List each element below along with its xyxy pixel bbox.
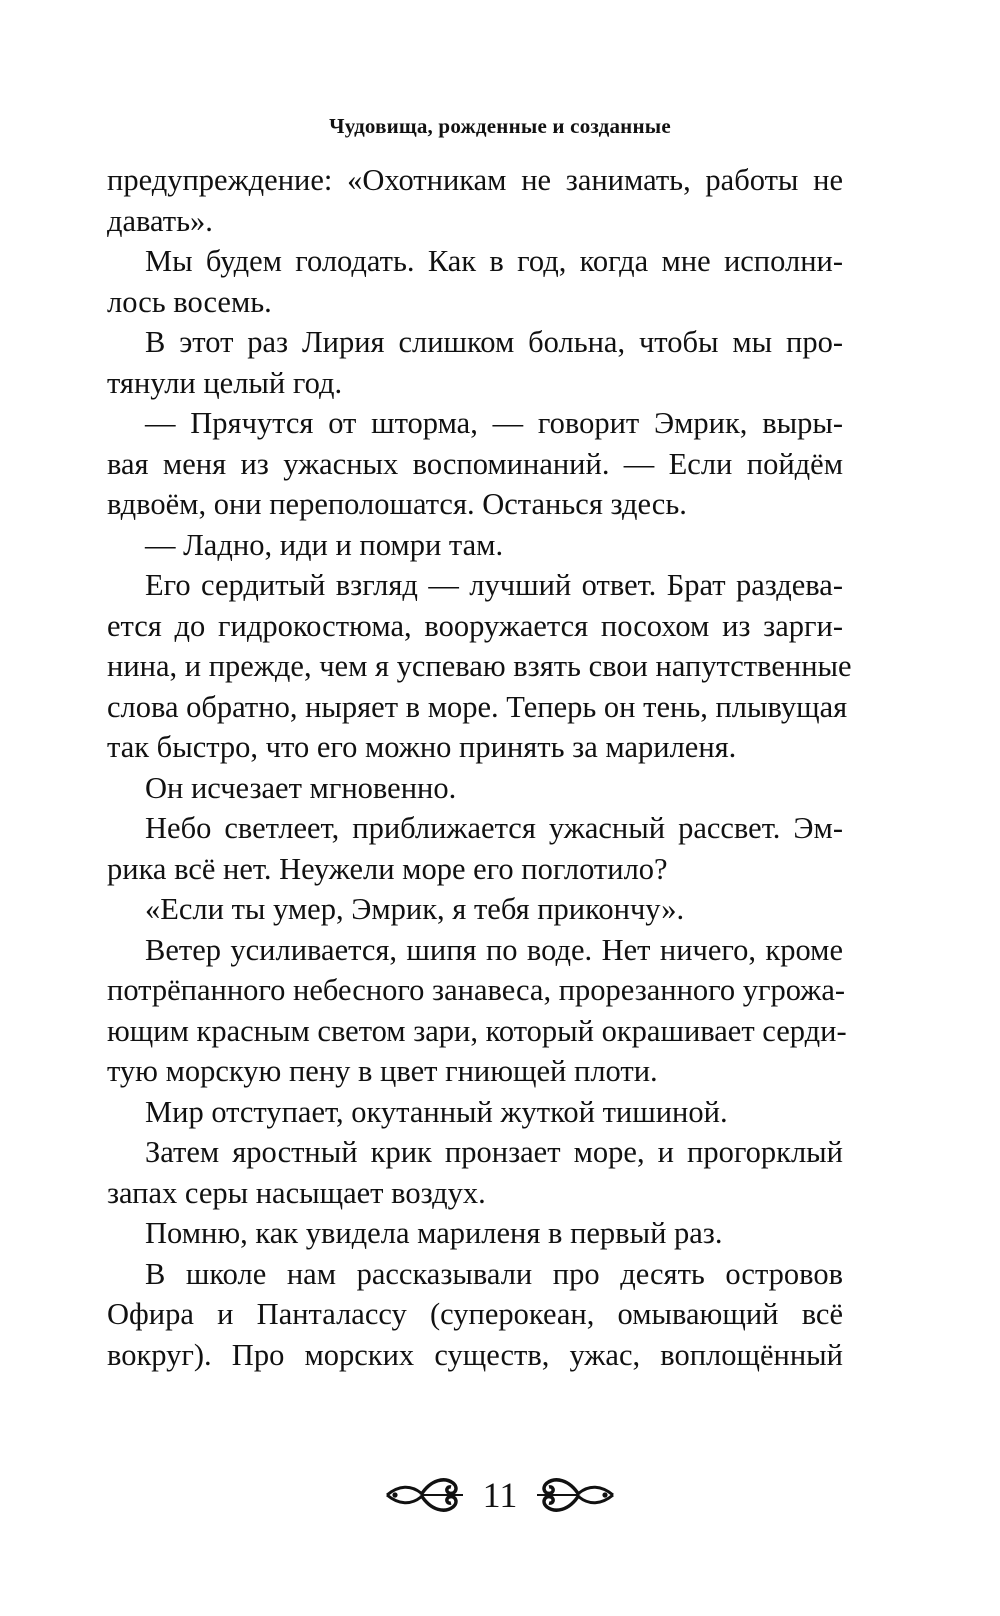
text-line: запах серы насыщает воздух. <box>107 1175 486 1210</box>
text-line: Небо светлеет, приближается ужасный рассвет. Эм- <box>145 811 843 845</box>
text-line: — Прячутся от шторма, — говорит Эмрик, выры- <box>145 406 843 440</box>
text-line: В этот раз Лирия слишком больна, чтобы мы про- <box>145 325 843 359</box>
page-number: 11 <box>482 1475 518 1515</box>
text-line: — Ладно, иди и помри там. <box>145 527 504 562</box>
text-line: так быстро, что его можно принять за мариленя. <box>107 730 737 764</box>
text-line: вдвоём, они переполошатся. Останься здесь. <box>107 487 687 521</box>
text-line: нина, и прежде, чем я успеваю взять свои напутственные <box>107 649 852 683</box>
text-line: «Если ты умер, Эмрик, я тебя прикончу». <box>145 892 685 926</box>
text-line: тянули целый год. <box>107 365 343 400</box>
text-line: тую морскую пену в цвет гниющей плоти. <box>107 1054 658 1088</box>
text-line: рика всё нет. Неужели море его поглотило? <box>107 851 668 886</box>
text-line: вокруг). Про морских существ, ужас, воплощённый <box>107 1337 843 1372</box>
text-line: потрёпанного небесного занавеса, прорезанного угрожа- <box>107 973 846 1007</box>
page-body <box>107 160 852 1375</box>
text-line: слова обратно, ныряет в море. Теперь он тень, плывущая <box>107 689 848 724</box>
text-line: Ветер усиливается, шипя по воде. Нет ничего, кроме <box>145 932 843 967</box>
flourish-right-icon <box>535 1473 617 1517</box>
text-line: ется до гидрокостюма, вооружается посохом из зарги- <box>107 608 843 643</box>
flourish-left-icon <box>383 1473 465 1517</box>
text-line: Его сердитый взгляд — лучший ответ. Брат раздева- <box>145 568 843 602</box>
page-footer <box>0 1465 1000 1525</box>
running-head: Чудовища, рожденные и созданные <box>329 114 671 138</box>
text-line: предупреждение: «Охотникам не занимать, работы не <box>107 163 843 197</box>
text-line: давать». <box>107 203 213 238</box>
text-line: Помню, как увидела мариленя в первый раз. <box>145 1216 723 1250</box>
text-line: Мы будем голодать. Как в год, когда мне исполни- <box>145 244 843 278</box>
text-line: Мир отступает, окутанный жуткой тишиной. <box>145 1094 728 1129</box>
text-line: лось восемь. <box>107 284 272 319</box>
text-line: Офира и Панталассу (суперокеан, омывающий всё <box>107 1297 843 1331</box>
text-line: Затем яростный крик пронзает море, и прогорклый <box>145 1135 843 1169</box>
text-line: В школе нам рассказывали про десять островов <box>145 1256 843 1291</box>
text-line: ющим красным светом зари, который окрашивает серди- <box>107 1013 847 1048</box>
text-line: Он исчезает мгновенно. <box>145 770 457 805</box>
text-line: вая меня из ужасных воспоминаний. — Если пойдём <box>107 446 843 481</box>
